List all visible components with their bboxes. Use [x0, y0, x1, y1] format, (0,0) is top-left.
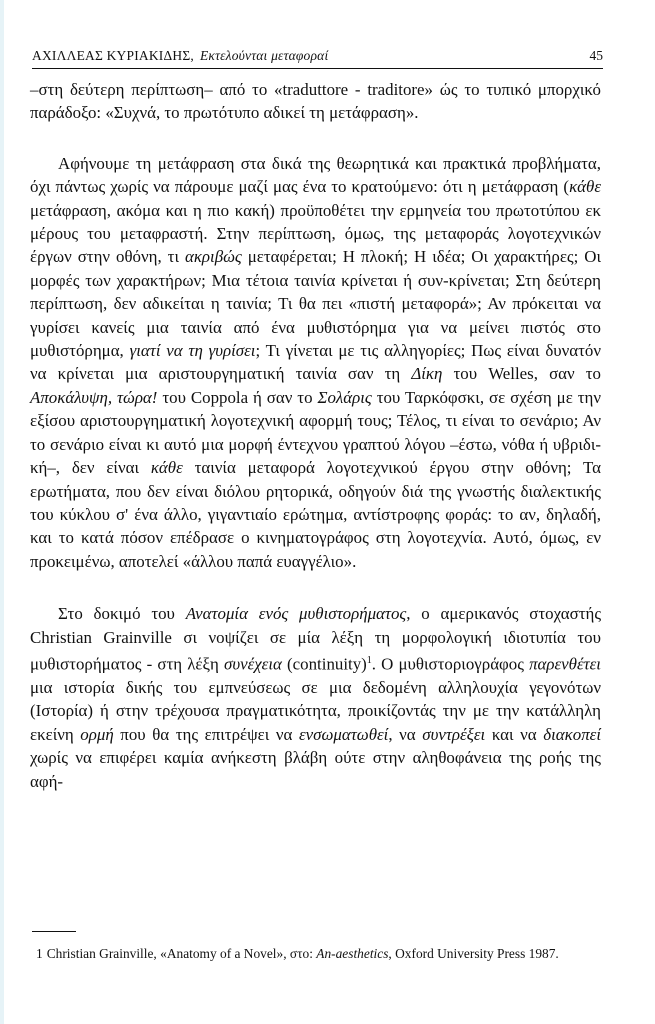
paragraph-1 — [30, 78, 601, 125]
p2-italic-7: κάθε — [150, 458, 183, 478]
p2-italic-3: γιατί να τη γυρίσει — [129, 341, 256, 361]
p3-text-2: , ο αμερικανός στοχαστής Christian Grainville σι νοψίζει σε μία λέξη τη μορφολογική ιδιοτυπία του μυθιστορήματος - στη λέξη — [30, 604, 602, 674]
footnote-italic: An-aesthetics — [316, 946, 389, 961]
p3-text-6: που θα της επιτρέψει να — [113, 724, 299, 744]
footnote-text-2: , Oxford University Press 1987. — [388, 946, 559, 961]
p2-text-5: του Welles, σαν το — [442, 364, 601, 384]
paragraph-3 — [30, 602, 601, 793]
p3-text-3: (continuity) — [281, 654, 367, 674]
p3-text-8: και να — [485, 724, 544, 744]
p3-italic-6: συντρέξει — [422, 724, 486, 744]
p2-text-2: μετάφραση, ακόμα και η πιο κακή) προϋποθέτει την ερμηνεία του πρωτοτύπου εκ μέρους του μεταφραστή. Στην περίπτωση, όμως, της μεταφοράς λογοτεχνικών έργων στην οθόνη, τι — [30, 200, 601, 267]
body-text — [30, 78, 601, 793]
footnote-text-1: Christian Grainville, «Anatomy of a Novel», στο: — [46, 946, 317, 961]
header-author: ΑΧΙΛΛΕΑΣ ΚΥΡΙΑΚΙΔΗΣ, — [32, 48, 194, 63]
p3-text-5: μια ιστορία δικής του εμπνεύσεως σε μια δεδομένη αλληλουχία γεγονότων (Ιστορία) ή στην τρέχουσα πραγματικότητα, προικίζοντάς την με την κατάλληλη εκείνη — [30, 677, 601, 744]
p3-italic-5: ενσωματωθεί — [298, 724, 389, 744]
p3-text-1: Στο δοκιμό του — [58, 604, 186, 624]
p3-text-9: χωρίς να επιφέρει καμία ανήκεστη βλάβη ούτε στην αληθοφάνεια της ροής της αφή- — [30, 748, 601, 791]
p3-italic-1: Ανατομία ενός μυθιστορήματος — [185, 604, 407, 624]
p2-text-8: ταινία μεταφορά λογοτεχνικού έργου στην οθόνη; Τα ερωτήματα, που δεν είναι διόλου ρητορικά, οδηγούν διά της γνωστής διαλεκτικής του κύκλου σ' ένα άλλο, γιγαντιαίο ερώτημα, αντίστροφης φοράς: το αν, δηλαδή, και το κατά πόσον επέδρασε ο κινηματογράφος στη λογοτεχνία. Αυτό, όμως, εν προκειμένω, αποτελεί «άλλου παπά ευαγγέλιο». — [30, 458, 601, 571]
p3-italic-2: συνέχεια — [224, 654, 282, 674]
p2-text-4: ; Τι γίνεται με τις αλληγορίες; Πως είναι δυνατόν να κρίνεται μια αριστουργηματική ταινία σαν τη — [30, 341, 601, 384]
p3-italic-4: ορμή — [80, 724, 114, 744]
p2-italic-1: κάθε — [569, 177, 601, 197]
p3-text-4: . Ο μυθιστοριογράφος — [371, 654, 530, 674]
paragraph-2 — [30, 152, 601, 573]
p3-italic-3: παρενθέτει — [529, 654, 601, 674]
running-header — [32, 40, 603, 69]
p3-text-7: , να — [388, 724, 423, 744]
p2-italic-5: Αποκάλυψη, τώρα! — [30, 387, 158, 407]
p2-italic-6: Σολάρις — [317, 387, 372, 407]
p2-text-3: μεταφέρεται; Η πλοκή; Η ιδέα; Οι χαρακτήρες; Οι μορφές των χαρακτήρων; Μια τέτοια ταινία κρίνεται ή συν-κρίνεται; Στη δεύτερη περίπτωση, δεν αδικείται η ταινία; Τι θα πει «πιστή μεταφορά»; Αν πρόκειται να γυρίσει κανείς μια ταινία από ένα μυθιστόρημα για να μείνει πιστός στο μυθιστόρημα, — [30, 247, 601, 361]
p2-italic-4: Δίκη — [411, 364, 443, 384]
header-subtitle: Εκτελούνται μεταφοραί — [199, 48, 329, 63]
page-edge — [0, 0, 4, 1024]
footnote-rule — [32, 931, 76, 932]
p1-text: –στη δεύτερη περίπτωση– από το «traduttore - traditore» ώς το τυπικό μπορχικό παράδοξο: «Συχνά, το πρωτότυπο αδικεί τη μετάφραση». — [30, 80, 601, 123]
p2-text-7: του Ταρκόφσκι, σε σχέση με την εξίσου αριστουργηματική λογοτεχνική αφορμή τους; Τέλος, τι είναι το σενάριο; Αν το σενάριο είναι κι αυτό μια μορφή έντεχνου γραπτού λόγου –έστω, νόθα ή υβριδική–, δεν είναι — [30, 387, 601, 478]
footnote-ref: 1 — [366, 654, 372, 666]
p2-italic-2: ακριβώς — [184, 247, 242, 267]
p2-text-6: του Coppola ή σαν το — [157, 387, 318, 407]
p2-text-1: Αφήνουμε τη μετάφραση στα δικά της θεωρητικά και πρακτικά προβλήματα, όχι πάντως χωρίς να πάρουμε μαζί μας ένα το κρατούμενο: ότι η μετάφραση ( — [30, 153, 601, 197]
page-number: 45 — [589, 48, 603, 63]
header-left — [32, 48, 328, 64]
p3-italic-7: διακοπεί — [543, 724, 602, 744]
footnote — [32, 945, 599, 964]
footnote-number: 1 — [36, 946, 43, 961]
